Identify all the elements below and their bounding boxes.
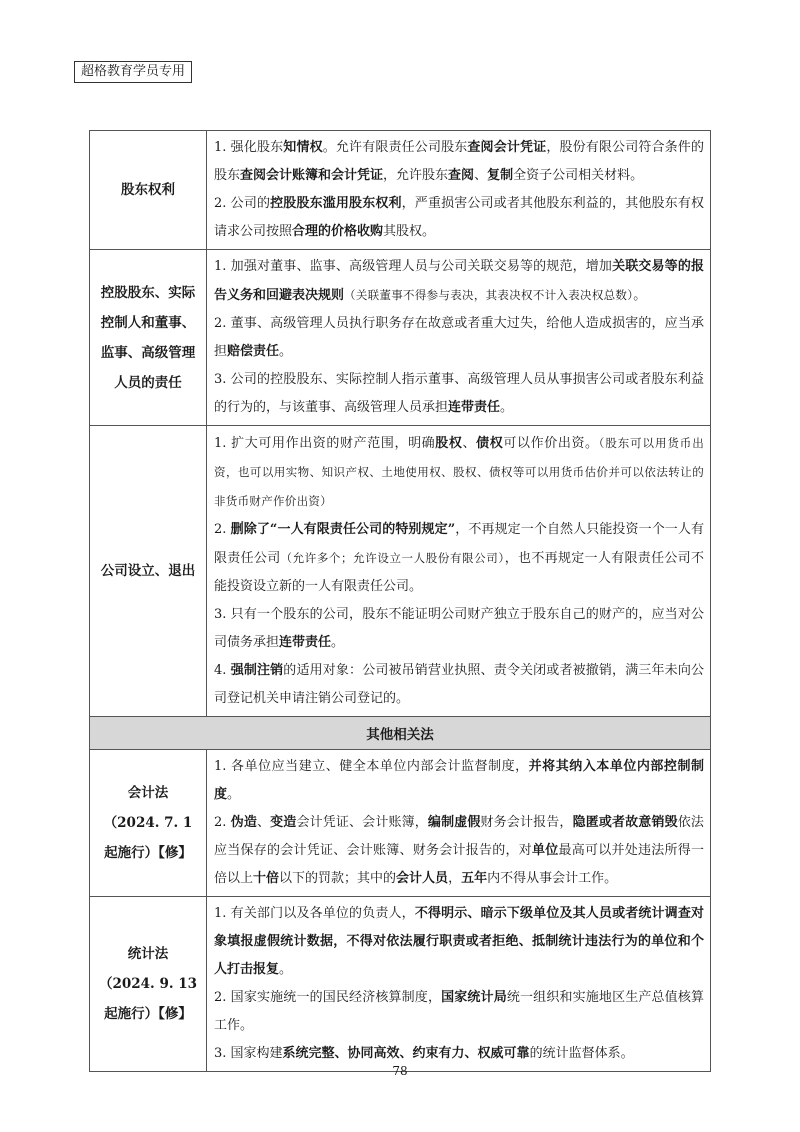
emphasis-text: 单位 (531, 843, 559, 858)
paragraph (214, 657, 704, 713)
emphasis-text: 并将其纳入本单位内部控制制度 (214, 759, 704, 802)
text-run: ，不再规定一个自然人只能投资一个一人有限责任公司 (214, 522, 704, 566)
text-run: 3. 国家构建 (214, 1046, 283, 1061)
text-run: ， (448, 871, 462, 886)
row-title (90, 897, 207, 1072)
text-run: 、 (474, 168, 488, 183)
page-number: 78 (392, 1064, 408, 1078)
table-row (90, 131, 711, 250)
row-content (207, 131, 711, 250)
paragraph (214, 190, 704, 246)
paragraph (214, 429, 704, 516)
text-run: 3. 公司的控股股东、实际控制人指示董事、高级管理人员从事损害公司或者股东利益的行为的，与该董事、高级管理人员承担 (214, 372, 704, 415)
main-table (89, 130, 711, 1072)
table-row (90, 897, 711, 1072)
emphasis-text: 会计人员 (396, 871, 449, 886)
emphasis-text: 不得明示、暗示下级单位及其人员或者统计调查对象填报虚假统计数据，不得对依法履行职责或者拒绝、抵制统计违法行为的单位和个人打击报复 (214, 906, 704, 977)
row-content (207, 426, 711, 717)
text-run: 1. 加强对董事、监事、高级管理人员与公司关联交易等的规范，增加 (214, 259, 613, 274)
paragraph (214, 984, 704, 1040)
paragraph (214, 601, 704, 657)
text-run: 财务会计报告， (480, 815, 573, 830)
emphasis-text: 查阅 (448, 168, 475, 183)
text-run: ，严重损害公司或者其他股东利益的，其他股东有权请求公司按照 (214, 196, 704, 239)
row-title: 公司设立、退出 (90, 426, 207, 717)
row-title: 股东权利 (90, 131, 207, 250)
text-run: 。允许有限责任公司股东 (322, 140, 468, 155)
emphasis-text: 编制虚假 (427, 815, 481, 830)
paragraph (214, 253, 704, 310)
text-run: 2. (214, 815, 231, 830)
text-run: 内不得从事会计工作。 (487, 871, 618, 886)
text-run: 以下的罚款；其中的 (279, 871, 397, 886)
text-run: 2. (214, 522, 231, 537)
emphasis-text: 控股股东滥用股东权利 (270, 196, 402, 211)
text-run: 3. 只有一个股东的公司，股东不能证明公司财产独立于股东自己的财产的，应当对公司债务承担 (214, 607, 704, 650)
text-run: 其股权。 (383, 224, 436, 239)
emphasis-text: 连带责任 (448, 400, 501, 415)
emphasis-text: 强制注销 (230, 663, 284, 678)
paragraph (214, 516, 704, 601)
note-text: （关联董事不得参与表决，其表决权不计入表决权总数） (344, 288, 634, 302)
table-row (90, 426, 711, 717)
text-run: 2. 公司的 (214, 196, 271, 211)
section-title: 其他相关法 (90, 717, 711, 750)
table-row (90, 250, 711, 426)
text-run: 、 (256, 815, 271, 830)
law-effective-date: （2024. 7. 1 起施行）【修】 (103, 815, 193, 861)
row-content (207, 897, 711, 1072)
emphasis-text: 删除了“一人有限责任公司的特别规定” (230, 522, 456, 537)
emphasis-text: 系统完整、协同高效、约束有力、权威可靠 (282, 1046, 530, 1061)
table-row (90, 750, 711, 897)
text-run: 全资子公司相关材料。 (513, 168, 644, 183)
text-run: ，股份有限公司符合条件的股东 (214, 140, 704, 183)
text-run: ，允许股东 (383, 168, 449, 183)
paragraph (214, 366, 704, 422)
text-run: 。 (227, 787, 241, 802)
note-text: （股东可以用货币出资，也可以用实物、知识产权、土地使用权、股权、债权等可以用货币估价并可以依法转让的非货币财产作价出资） (214, 436, 704, 508)
paragraph (214, 809, 704, 893)
text-run: 2. 国家实施统一的国民经济核算制度， (214, 990, 442, 1005)
emphasis-text: 债权 (476, 436, 504, 451)
text-run: 。 (633, 288, 647, 303)
text-run: 。 (331, 635, 345, 650)
text-run: 1. 强化股东 (214, 140, 284, 155)
emphasis-text: 合理的价格收购 (292, 224, 384, 239)
text-run: 。 (500, 400, 514, 415)
emphasis-text: 知情权 (283, 140, 323, 155)
text-run: 的统计监督体系。 (529, 1046, 634, 1061)
emphasis-text: 国家统计局 (441, 990, 507, 1005)
text-run: 统一组织和实施地区生产总值核算工作。 (214, 990, 704, 1033)
law-name: 统计法 (127, 946, 169, 962)
text-run: 会计凭证、会计账簿， (296, 815, 428, 830)
emphasis-text: 变造 (270, 815, 297, 830)
emphasis-text: 连带责任 (279, 635, 332, 650)
emphasis-text: 五年 (461, 871, 488, 886)
emphasis-text: 关联交易等的报告义务和回避表决规则 (214, 259, 704, 303)
text-run: 。 (279, 344, 293, 359)
row-content (207, 750, 711, 897)
paragraph (214, 900, 704, 984)
row-title: 控股股东、实际控制人和董事、监事、高级管理人员的责任 (90, 250, 207, 426)
law-effective-date: （2024. 9. 13 起施行）【修】 (98, 976, 198, 1022)
emphasis-text: 复制 (487, 168, 514, 183)
text-run: 4. (214, 663, 231, 678)
law-name: 会计法 (127, 785, 169, 801)
paragraph (214, 753, 704, 809)
text-run: 依法应当保存的会计凭证、会计账簿、财务会计报告的，对 (214, 815, 704, 858)
emphasis-text: 查阅会计账簿和会计凭证 (240, 168, 384, 183)
text-run: 1. 扩大可用作出资的财产范围，明确 (214, 436, 436, 451)
text-run: 。 (279, 962, 293, 977)
emphasis-text: 十倍 (253, 871, 280, 886)
row-content (207, 250, 711, 426)
text-run: 1. 有关部门以及各单位的负责人， (214, 906, 415, 921)
paragraph (214, 310, 704, 366)
text-run: ，也不再规定一人有限责任公司不能投资设立新的一人有限责任公司。 (214, 551, 704, 594)
emphasis-text: 股权 (435, 436, 463, 451)
text-run: 最高可以并处违法所得一倍以上 (214, 843, 704, 886)
emphasis-text: 隐匿或者故意销毁 (572, 815, 678, 830)
header-tag: 超格教育学员专用 (74, 61, 192, 83)
text-run: 可以作价出资。 (503, 436, 599, 451)
note-text: （允许多个；允许设立一人股份有限公司） (280, 551, 505, 565)
text-run: 1. 各单位应当建立、健全本单位内部会计监督制度， (214, 759, 529, 774)
section-header-row (90, 717, 711, 750)
text-run: 、 (462, 436, 477, 451)
row-title (90, 750, 207, 897)
text-run: 2. 董事、高级管理人员执行职务存在故意或者重大过失，给他人造成损害的，应当承担 (214, 316, 704, 359)
emphasis-text: 查阅会计凭证 (467, 140, 547, 155)
text-run: 的适用对象：公司被吊销营业执照、责令关闭或者被撤销，满三年未向公司登记机关申请注销公司登记的。 (214, 663, 704, 706)
paragraph (214, 134, 704, 190)
emphasis-text: 伪造 (230, 815, 257, 830)
emphasis-text: 赔偿责任 (227, 344, 280, 359)
